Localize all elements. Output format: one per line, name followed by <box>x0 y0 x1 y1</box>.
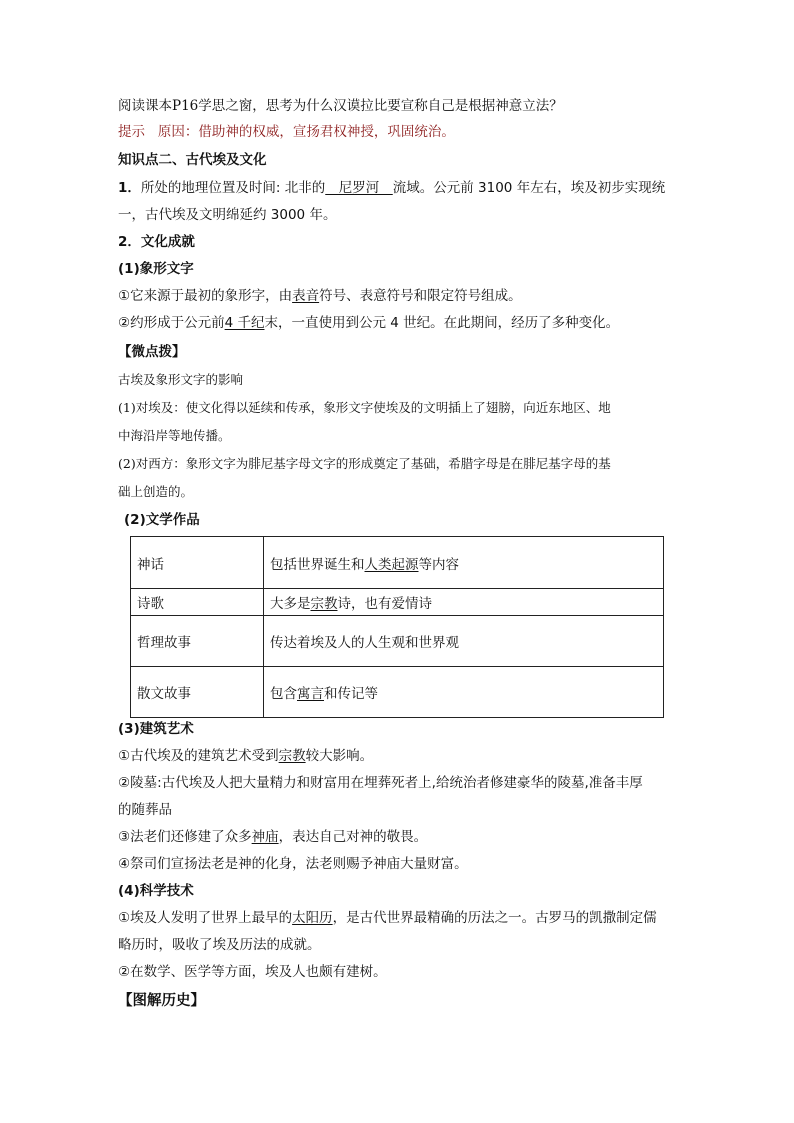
blank-solar-calendar: 太阳历 <box>292 910 333 926</box>
geo-paragraph-line1 <box>118 178 665 198</box>
table-cell-type: 诗歌 <box>131 589 264 616</box>
tip-line-1: (1)对埃及：使文化得以延续和传承，象形文字使埃及的文明插上了翅膀，向近东地区、地 <box>118 400 611 415</box>
blank: 人类起源 <box>364 556 419 573</box>
text: 包含 <box>270 686 297 702</box>
hieroglyph-title: (1)象形文字 <box>118 261 194 277</box>
blank-phonetic: 表音 <box>292 288 320 304</box>
hint-line <box>118 122 455 142</box>
table-cell-desc <box>264 537 664 589</box>
diagram-label: 【图解历史】 <box>118 993 205 1009</box>
text: ①古代埃及的建筑艺术受到 <box>118 748 279 764</box>
text: ③法老们还修建了众多 <box>118 829 252 845</box>
architecture-item-2b: 的随葬品 <box>118 802 172 818</box>
architecture-item-2a: ②陵墓:古代埃及人把大量精力和财富用在埋葬死者上,给统治者修建豪华的陵墓,准备丰厚 <box>118 775 643 791</box>
text: ①埃及人发明了世界上最早的 <box>118 910 293 926</box>
text: ，是古代世界最精确的历法之一。古罗马的凯撒制定儒 <box>332 910 657 926</box>
text: ①它来源于最初的象形字，由 <box>118 288 293 304</box>
text: 符号、表意符号和限定符号组成。 <box>319 288 522 304</box>
blank: 宗教 <box>310 596 338 612</box>
blank-religion: 宗教 <box>278 748 306 764</box>
tip-label: 【微点拨】 <box>118 344 186 360</box>
question-text: 学思之窗，思考为什么汉谟拉比要宣称自己是根据神意立法？ <box>198 98 563 114</box>
table-cell-desc <box>264 616 664 667</box>
geo-text-a: 所处的地理位置及时间: 北非的 <box>140 180 326 196</box>
science-item-1b: 略历时，吸收了埃及历法的成就。 <box>118 937 321 953</box>
tip-line-4: 础上创造的。 <box>118 484 194 499</box>
tip-line-2: 中海沿岸等地传播。 <box>118 428 231 443</box>
hieroglyph-item-2 <box>118 313 619 333</box>
tip-line-3: (2)对西方：象形文字为腓尼基字母文字的形成奠定了基础，希腊字母是在腓尼基字母的基 <box>118 456 611 471</box>
hieroglyph-item-1 <box>118 286 522 306</box>
hint-label: 提示 <box>118 124 145 140</box>
text: ②约形成于公元前 <box>118 315 225 331</box>
question-page-ref: P16 <box>172 98 199 114</box>
literature-title: (2)文学作品 <box>124 512 200 528</box>
geo-paragraph-line2: 一，古代埃及文明绵延约 3000 年。 <box>118 207 337 223</box>
architecture-item-1 <box>118 746 373 766</box>
architecture-title: (3)建筑艺术 <box>118 721 194 737</box>
tip-title: 古埃及象形文字的影响 <box>118 372 244 387</box>
table-row <box>131 667 664 718</box>
blank-millennium: 4 千纪 <box>224 315 265 331</box>
hint-text: 原因：借助神的权威，宣扬君权神授，巩固统治。 <box>157 124 455 140</box>
table-row <box>131 616 664 667</box>
culture-heading: 2．文化成就 <box>118 234 195 250</box>
table-cell-type: 散文故事 <box>131 667 264 718</box>
section-title: 知识点二、古代埃及文化 <box>118 152 267 168</box>
text: 诗，也有爱情诗 <box>337 596 432 612</box>
table-cell-type: 神话 <box>131 537 264 589</box>
text: 等内容 <box>418 556 459 573</box>
nile-blank: 尼罗河 <box>325 180 393 196</box>
item-number: 1． <box>118 180 141 196</box>
text: 末，一直使用到公元 4 世纪。在此期间，经历了多种变化。 <box>264 315 620 331</box>
science-item-2: ②在数学、医学等方面，埃及人也颇有建树。 <box>118 964 387 980</box>
text: 较大影响。 <box>305 748 374 764</box>
text: 大多是 <box>270 596 311 612</box>
table-cell-desc <box>264 667 664 718</box>
geo-text-b: 流域。公元前 3100 年左右，埃及初步实现统 <box>392 180 666 196</box>
text: 和传记等 <box>324 686 378 702</box>
science-item-1a <box>118 908 657 928</box>
blank-temple: 神庙 <box>251 829 279 845</box>
question-prefix: 阅读课本 <box>118 98 172 114</box>
blank: 寓言 <box>297 686 324 702</box>
question-line <box>118 96 563 116</box>
table-row <box>131 589 664 616</box>
text: 包括世界诞生和 <box>270 556 365 573</box>
table-cell-desc <box>264 589 664 616</box>
text: 传达着埃及人的人生观和世界观 <box>270 635 459 651</box>
architecture-item-3 <box>118 827 427 847</box>
table-row <box>131 537 664 589</box>
table-cell-type: 哲理故事 <box>131 616 264 667</box>
science-title: (4)科学技术 <box>118 883 194 899</box>
architecture-item-4: ④祭司们宣扬法老是神的化身，法老则赐予神庙大量财富。 <box>118 856 468 872</box>
literature-table <box>130 536 664 718</box>
text: ，表达自己对神的敬畏。 <box>278 829 428 845</box>
